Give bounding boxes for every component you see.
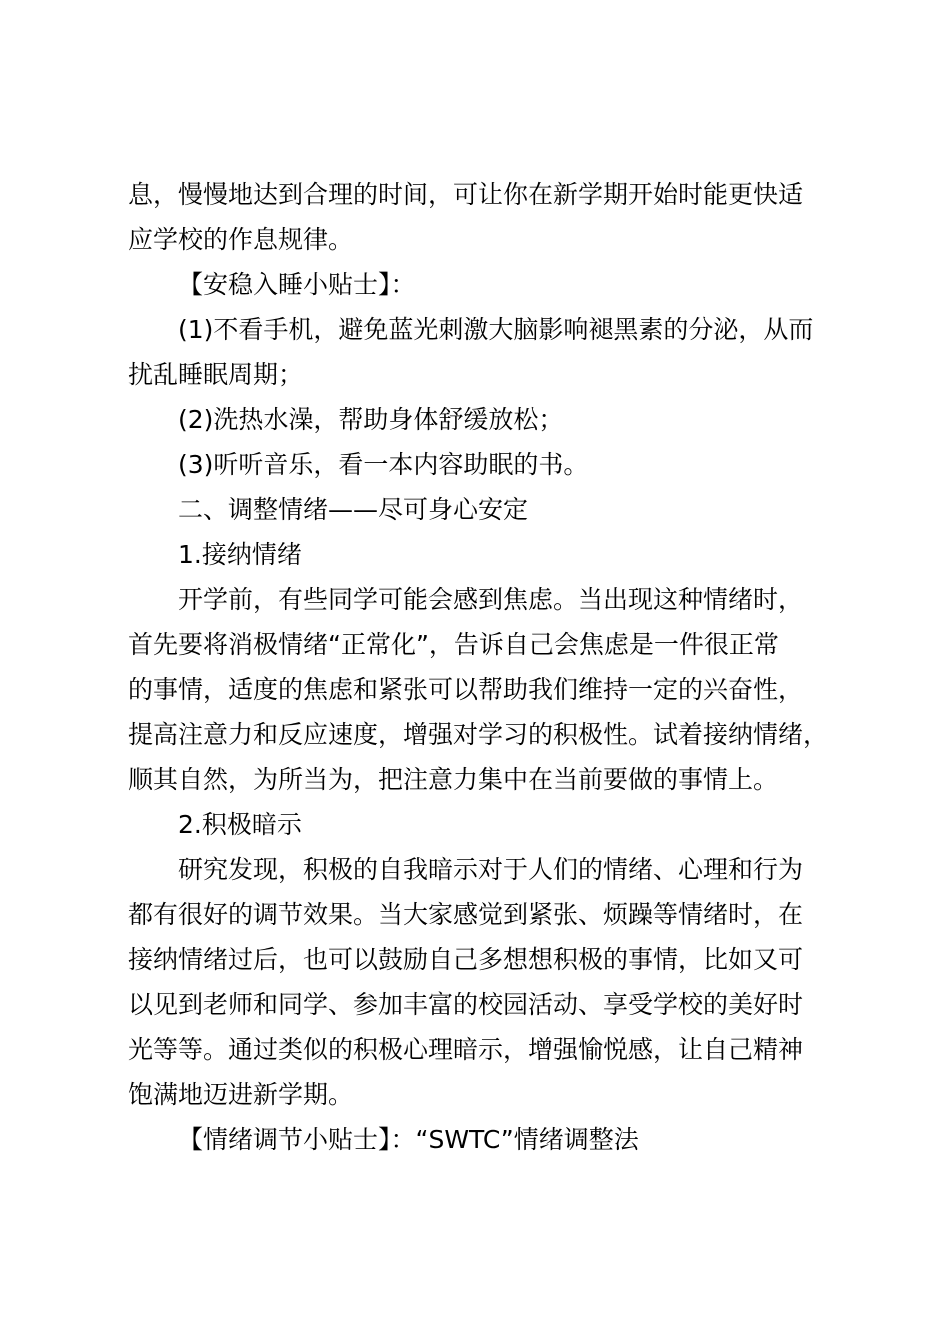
paragraph-line: 顺其自然，为所当为，把注意力集中在当前要做的事情上。 (128, 765, 779, 794)
subsection-heading: 2.积极暗示 (178, 810, 302, 839)
section-heading: 二、调整情绪——尽可身心安定 (178, 495, 529, 524)
paragraph-line: 接纳情绪过后，也可以鼓励自己多想想积极的事情，比如又可 (128, 945, 804, 974)
paragraph-line: 光等等。通过类似的积极心理暗示，增强愉悦感，让自己精神 (128, 1035, 804, 1064)
list-item-continuation: 扰乱睡眠周期； (128, 360, 304, 389)
paragraph-line: 的事情，适度的焦虑和紧张可以帮助我们维持一定的兴奋性， (128, 675, 804, 704)
tips-heading: 【情绪调节小贴士】：“SWTC”情绪调整法 (178, 1125, 639, 1154)
paragraph-line: 饱满地迈进新学期。 (128, 1080, 354, 1109)
paragraph-line: 都有很好的调节效果。当大家感觉到紧张、烦躁等情绪时，在 (128, 900, 804, 929)
list-item: (1)不看手机，避免蓝光刺激大脑影响褪黑素的分泌，从而 (178, 315, 814, 344)
paragraph-line: 应学校的作息规律。 (128, 225, 354, 254)
paragraph-line: 息，慢慢地达到合理的时间，可让你在新学期开始时能更快适 (128, 180, 804, 209)
paragraph-line: 以见到老师和同学、参加丰富的校园活动、享受学校的美好时 (128, 990, 804, 1019)
paragraph-line: 首先要将消极情绪“正常化”，告诉自己会焦虑是一件很正常 (128, 630, 779, 659)
subsection-heading: 1.接纳情绪 (178, 540, 302, 569)
list-item: (2)洗热水澡，帮助身体舒缓放松； (178, 405, 564, 434)
list-item: (3)听听音乐，看一本内容助眠的书。 (178, 450, 589, 479)
paragraph-line: 提高注意力和反应速度，增强对学习的积极性。试着接纳情绪， (128, 720, 829, 749)
tips-heading: 【安稳入睡小贴士】： (178, 270, 416, 299)
document-body (128, 172, 838, 1162)
paragraph-line: 研究发现，积极的自我暗示对于人们的情绪、心理和行为 (178, 855, 804, 884)
paragraph-line: 开学前，有些同学可能会感到焦虑。当出现这种情绪时， (178, 585, 804, 614)
